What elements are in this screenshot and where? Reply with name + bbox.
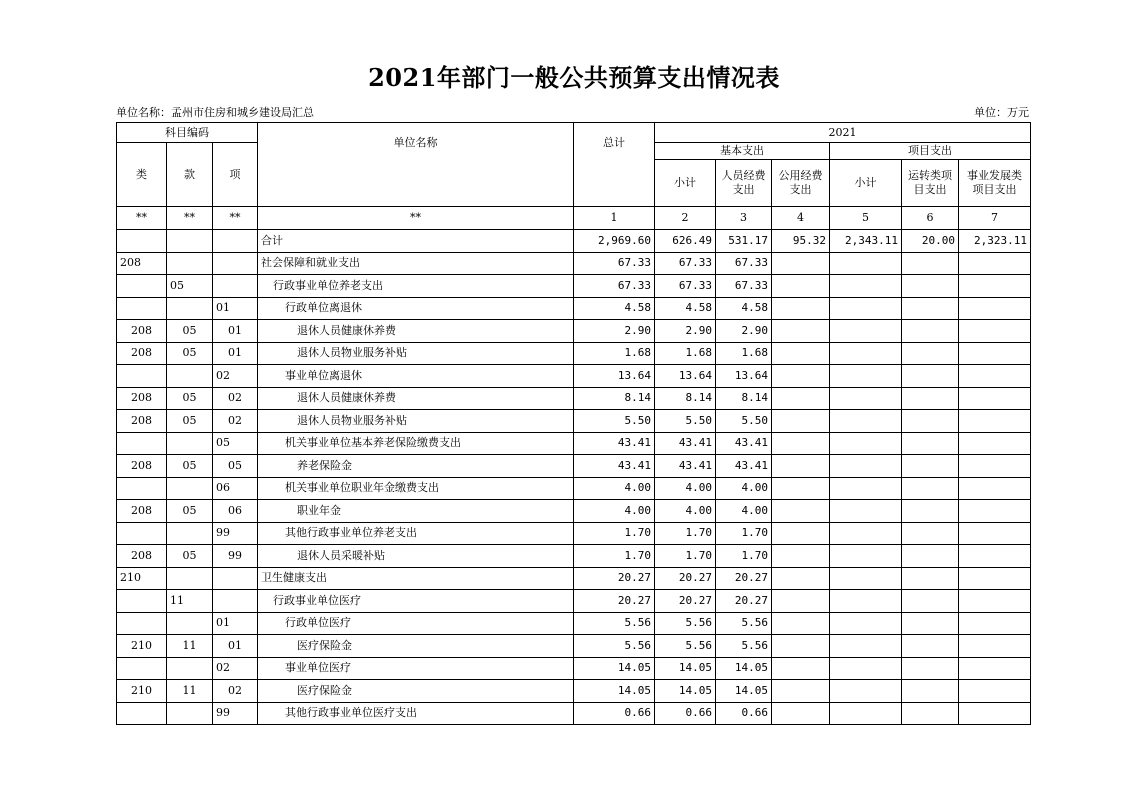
kuan-cell (167, 297, 213, 320)
kuan-cell: 05 (167, 455, 213, 478)
kuan-cell (167, 230, 213, 253)
project-subtotal-cell (830, 365, 902, 388)
operating-cell (902, 567, 959, 590)
personnel-cell: 4.00 (716, 500, 772, 523)
project-subtotal-cell (830, 342, 902, 365)
xiang-cell: 99 (213, 545, 258, 568)
public-header: 公用经费支出 (772, 160, 830, 207)
project-subtotal-cell (830, 545, 902, 568)
lei-cell: 208 (117, 500, 167, 523)
col-number: 4 (772, 207, 830, 230)
operating-cell (902, 342, 959, 365)
operating-cell (902, 657, 959, 680)
operating-cell (902, 477, 959, 500)
total-cell: 67.33 (574, 275, 655, 298)
basic-subtotal-cell: 1.68 (655, 342, 716, 365)
development-cell (959, 567, 1031, 590)
basic-subtotal-cell: 43.41 (655, 432, 716, 455)
xiang-cell: 01 (213, 297, 258, 320)
kuan-cell: 05 (167, 410, 213, 433)
development-cell (959, 590, 1031, 613)
project-subtotal-cell (830, 635, 902, 658)
public-cell (772, 680, 830, 703)
basic-subtotal-cell: 13.64 (655, 365, 716, 388)
xiang-cell (213, 275, 258, 298)
basic-subtotal-header: 小计 (655, 160, 716, 207)
xiang-cell: 01 (213, 342, 258, 365)
public-cell: 95.32 (772, 230, 830, 253)
total-cell: 2.90 (574, 320, 655, 343)
lei-cell (117, 522, 167, 545)
project-expense-header: 项目支出 (830, 143, 1031, 160)
mark-cell: ** (213, 207, 258, 230)
col-number: 7 (959, 207, 1031, 230)
total-cell: 14.05 (574, 680, 655, 703)
item-name-cell: 职业年金 (258, 500, 574, 523)
basic-subtotal-cell: 1.70 (655, 522, 716, 545)
kuan-cell (167, 702, 213, 725)
item-name-cell: 养老保险金 (258, 455, 574, 478)
lei-cell: 208 (117, 455, 167, 478)
personnel-cell: 5.50 (716, 410, 772, 433)
operating-cell (902, 500, 959, 523)
public-cell (772, 297, 830, 320)
operating-cell (902, 522, 959, 545)
project-subtotal-cell (830, 410, 902, 433)
public-cell (772, 432, 830, 455)
project-subtotal-header: 小计 (830, 160, 902, 207)
basic-subtotal-cell: 5.50 (655, 410, 716, 433)
total-cell: 43.41 (574, 455, 655, 478)
total-cell: 5.50 (574, 410, 655, 433)
development-cell (959, 680, 1031, 703)
basic-subtotal-cell: 8.14 (655, 387, 716, 410)
item-name-cell: 合计 (258, 230, 574, 253)
project-subtotal-cell (830, 275, 902, 298)
budget-table (116, 122, 1031, 725)
lei-header: 类 (117, 143, 167, 207)
personnel-cell: 67.33 (716, 275, 772, 298)
operating-cell (902, 680, 959, 703)
basic-subtotal-cell: 20.27 (655, 567, 716, 590)
development-cell (959, 545, 1031, 568)
lei-cell (117, 297, 167, 320)
project-subtotal-cell (830, 297, 902, 320)
xiang-cell: 02 (213, 680, 258, 703)
kuan-cell (167, 567, 213, 590)
lei-cell (117, 477, 167, 500)
total-cell: 1.70 (574, 522, 655, 545)
xiang-header: 项 (213, 143, 258, 207)
public-cell (772, 387, 830, 410)
basic-subtotal-cell: 14.05 (655, 680, 716, 703)
lei-cell: 208 (117, 342, 167, 365)
kuan-header: 款 (167, 143, 213, 207)
personnel-cell: 43.41 (716, 455, 772, 478)
item-name-cell: 医疗保险金 (258, 635, 574, 658)
personnel-cell: 8.14 (716, 387, 772, 410)
xiang-cell: 02 (213, 387, 258, 410)
personnel-cell: 43.41 (716, 432, 772, 455)
xiang-cell: 99 (213, 522, 258, 545)
public-cell (772, 252, 830, 275)
public-cell (772, 612, 830, 635)
public-cell (772, 455, 830, 478)
basic-subtotal-cell: 626.49 (655, 230, 716, 253)
total-cell: 5.56 (574, 635, 655, 658)
table-row (117, 590, 1031, 613)
personnel-cell: 0.66 (716, 702, 772, 725)
kuan-cell (167, 365, 213, 388)
table-row (117, 657, 1031, 680)
operating-cell (902, 702, 959, 725)
kuan-cell: 05 (167, 342, 213, 365)
personnel-cell: 14.05 (716, 657, 772, 680)
development-cell (959, 275, 1031, 298)
table-row (117, 365, 1031, 388)
kuan-cell: 05 (167, 545, 213, 568)
project-subtotal-cell (830, 612, 902, 635)
table-row (117, 252, 1031, 275)
personnel-cell: 1.70 (716, 545, 772, 568)
lei-cell: 210 (117, 635, 167, 658)
development-cell (959, 365, 1031, 388)
table-row (117, 522, 1031, 545)
total-cell: 43.41 (574, 432, 655, 455)
xiang-cell (213, 567, 258, 590)
page-title: 2021年部门一般公共预算支出情况表 (368, 63, 780, 92)
xiang-cell: 06 (213, 477, 258, 500)
operating-cell (902, 252, 959, 275)
mark-cell: ** (258, 207, 574, 230)
development-cell: 2,323.11 (959, 230, 1031, 253)
operating-cell (902, 590, 959, 613)
project-subtotal-cell: 2,343.11 (830, 230, 902, 253)
project-subtotal-cell (830, 590, 902, 613)
basic-subtotal-cell: 0.66 (655, 702, 716, 725)
public-cell (772, 567, 830, 590)
total-cell: 4.58 (574, 297, 655, 320)
table-row (117, 410, 1031, 433)
personnel-cell: 4.00 (716, 477, 772, 500)
kuan-cell: 05 (167, 500, 213, 523)
item-name-cell: 行政事业单位医疗 (258, 590, 574, 613)
kuan-cell: 11 (167, 590, 213, 613)
personnel-cell: 531.17 (716, 230, 772, 253)
item-name-cell: 行政单位离退休 (258, 297, 574, 320)
project-subtotal-cell (830, 387, 902, 410)
table-row (117, 635, 1031, 658)
development-cell (959, 297, 1031, 320)
table-row (117, 230, 1031, 253)
col-number: 5 (830, 207, 902, 230)
total-cell: 13.64 (574, 365, 655, 388)
project-subtotal-cell (830, 320, 902, 343)
lei-cell: 208 (117, 545, 167, 568)
col-number: 1 (574, 207, 655, 230)
operating-cell (902, 612, 959, 635)
mark-cell: ** (117, 207, 167, 230)
item-name-cell: 医疗保险金 (258, 680, 574, 703)
item-name-cell: 退休人员健康休养费 (258, 320, 574, 343)
development-cell (959, 702, 1031, 725)
project-subtotal-cell (830, 252, 902, 275)
total-cell: 5.56 (574, 612, 655, 635)
item-name-cell: 退休人员物业服务补贴 (258, 410, 574, 433)
development-cell (959, 432, 1031, 455)
development-cell (959, 320, 1031, 343)
header-row-1 (117, 123, 1031, 143)
table-row (117, 275, 1031, 298)
operating-cell (902, 387, 959, 410)
basic-subtotal-cell: 67.33 (655, 252, 716, 275)
item-name-cell: 退休人员健康休养费 (258, 387, 574, 410)
project-subtotal-cell (830, 522, 902, 545)
personnel-cell: 5.56 (716, 635, 772, 658)
unit-name-label: 单位名称：孟州市住房和城乡建设局汇总 (116, 106, 314, 119)
development-cell (959, 455, 1031, 478)
operating-cell: 20.00 (902, 230, 959, 253)
total-cell: 14.05 (574, 657, 655, 680)
item-name-cell: 其他行政事业单位医疗支出 (258, 702, 574, 725)
operating-header: 运转类项目支出 (902, 160, 959, 207)
personnel-cell: 5.56 (716, 612, 772, 635)
project-subtotal-cell (830, 702, 902, 725)
operating-cell (902, 635, 959, 658)
kuan-cell (167, 477, 213, 500)
table-row (117, 432, 1031, 455)
total-cell: 1.70 (574, 545, 655, 568)
lei-cell: 210 (117, 567, 167, 590)
public-cell (772, 320, 830, 343)
project-subtotal-cell (830, 500, 902, 523)
public-cell (772, 522, 830, 545)
header-row-4 (117, 207, 1031, 230)
personnel-header: 人员经费支出 (716, 160, 772, 207)
total-cell: 20.27 (574, 590, 655, 613)
total-cell: 2,969.60 (574, 230, 655, 253)
lei-cell (117, 702, 167, 725)
kuan-cell (167, 432, 213, 455)
xiang-cell: 06 (213, 500, 258, 523)
development-cell (959, 635, 1031, 658)
total-cell: 8.14 (574, 387, 655, 410)
col-number: 2 (655, 207, 716, 230)
operating-cell (902, 432, 959, 455)
col-number: 3 (716, 207, 772, 230)
table-row (117, 545, 1031, 568)
kuan-cell (167, 612, 213, 635)
personnel-cell: 13.64 (716, 365, 772, 388)
operating-cell (902, 297, 959, 320)
item-name-cell: 退休人员采暖补贴 (258, 545, 574, 568)
lei-cell (117, 590, 167, 613)
development-cell (959, 477, 1031, 500)
total-cell: 1.68 (574, 342, 655, 365)
public-cell (772, 410, 830, 433)
personnel-cell: 1.70 (716, 522, 772, 545)
item-name-cell: 卫生健康支出 (258, 567, 574, 590)
lei-cell (117, 230, 167, 253)
operating-cell (902, 320, 959, 343)
public-cell (772, 702, 830, 725)
kuan-cell: 05 (167, 275, 213, 298)
personnel-cell: 14.05 (716, 680, 772, 703)
item-name-cell: 事业单位离退休 (258, 365, 574, 388)
basic-subtotal-cell: 4.58 (655, 297, 716, 320)
item-name-cell: 退休人员物业服务补贴 (258, 342, 574, 365)
xiang-cell: 01 (213, 320, 258, 343)
operating-cell (902, 545, 959, 568)
basic-subtotal-cell: 1.70 (655, 545, 716, 568)
table-row (117, 477, 1031, 500)
project-subtotal-cell (830, 657, 902, 680)
table-row (117, 680, 1031, 703)
item-name-cell: 机关事业单位职业年金缴费支出 (258, 477, 574, 500)
item-name-cell: 机关事业单位基本养老保险缴费支出 (258, 432, 574, 455)
lei-cell: 208 (117, 320, 167, 343)
development-header: 事业发展类项目支出 (959, 160, 1031, 207)
unit-name-header: 单位名称 (258, 123, 574, 207)
xiang-cell: 02 (213, 410, 258, 433)
public-cell (772, 500, 830, 523)
development-cell (959, 342, 1031, 365)
development-cell (959, 657, 1031, 680)
total-cell: 0.66 (574, 702, 655, 725)
lei-cell: 208 (117, 252, 167, 275)
mark-cell: ** (167, 207, 213, 230)
table-row (117, 320, 1031, 343)
public-cell (772, 477, 830, 500)
kuan-cell: 05 (167, 387, 213, 410)
lei-cell (117, 432, 167, 455)
table-row (117, 612, 1031, 635)
xiang-cell (213, 230, 258, 253)
basic-subtotal-cell: 5.56 (655, 635, 716, 658)
public-cell (772, 275, 830, 298)
operating-cell (902, 365, 959, 388)
total-cell: 4.00 (574, 500, 655, 523)
subject-code-header: 科目编码 (117, 123, 258, 143)
table-row (117, 702, 1031, 725)
development-cell (959, 522, 1031, 545)
year-header: 2021 (655, 123, 1031, 143)
personnel-cell: 20.27 (716, 590, 772, 613)
personnel-cell: 2.90 (716, 320, 772, 343)
basic-subtotal-cell: 2.90 (655, 320, 716, 343)
basic-subtotal-cell: 4.00 (655, 477, 716, 500)
project-subtotal-cell (830, 455, 902, 478)
xiang-cell: 05 (213, 455, 258, 478)
lei-cell (117, 657, 167, 680)
public-cell (772, 365, 830, 388)
basic-expense-header: 基本支出 (655, 143, 830, 160)
basic-subtotal-cell: 20.27 (655, 590, 716, 613)
project-subtotal-cell (830, 680, 902, 703)
total-cell: 67.33 (574, 252, 655, 275)
operating-cell (902, 410, 959, 433)
table-row (117, 387, 1031, 410)
project-subtotal-cell (830, 432, 902, 455)
lei-cell: 208 (117, 387, 167, 410)
development-cell (959, 410, 1031, 433)
kuan-cell (167, 522, 213, 545)
personnel-cell: 20.27 (716, 567, 772, 590)
item-name-cell: 其他行政事业单位养老支出 (258, 522, 574, 545)
lei-cell (117, 612, 167, 635)
lei-cell (117, 275, 167, 298)
project-subtotal-cell (830, 567, 902, 590)
table-row (117, 455, 1031, 478)
currency-unit-label: 单位：万元 (974, 106, 1029, 119)
lei-cell (117, 365, 167, 388)
table-row (117, 297, 1031, 320)
table-row (117, 500, 1031, 523)
xiang-cell: 02 (213, 657, 258, 680)
xiang-cell: 02 (213, 365, 258, 388)
xiang-cell (213, 590, 258, 613)
public-cell (772, 635, 830, 658)
item-name-cell: 社会保障和就业支出 (258, 252, 574, 275)
table-row (117, 567, 1031, 590)
kuan-cell: 11 (167, 635, 213, 658)
basic-subtotal-cell: 67.33 (655, 275, 716, 298)
lei-cell: 210 (117, 680, 167, 703)
public-cell (772, 590, 830, 613)
xiang-cell (213, 252, 258, 275)
personnel-cell: 4.58 (716, 297, 772, 320)
item-name-cell: 行政事业单位养老支出 (258, 275, 574, 298)
personnel-cell: 67.33 (716, 252, 772, 275)
development-cell (959, 500, 1031, 523)
xiang-cell: 05 (213, 432, 258, 455)
basic-subtotal-cell: 43.41 (655, 455, 716, 478)
xiang-cell: 99 (213, 702, 258, 725)
kuan-cell (167, 657, 213, 680)
public-cell (772, 342, 830, 365)
xiang-cell: 01 (213, 635, 258, 658)
table-row (117, 342, 1031, 365)
project-subtotal-cell (830, 477, 902, 500)
operating-cell (902, 455, 959, 478)
kuan-cell: 05 (167, 320, 213, 343)
public-cell (772, 657, 830, 680)
item-name-cell: 事业单位医疗 (258, 657, 574, 680)
total-cell: 20.27 (574, 567, 655, 590)
basic-subtotal-cell: 14.05 (655, 657, 716, 680)
development-cell (959, 252, 1031, 275)
development-cell (959, 612, 1031, 635)
public-cell (772, 545, 830, 568)
basic-subtotal-cell: 5.56 (655, 612, 716, 635)
item-name-cell: 行政单位医疗 (258, 612, 574, 635)
kuan-cell: 11 (167, 680, 213, 703)
basic-subtotal-cell: 4.00 (655, 500, 716, 523)
personnel-cell: 1.68 (716, 342, 772, 365)
lei-cell: 208 (117, 410, 167, 433)
development-cell (959, 387, 1031, 410)
total-header: 总计 (574, 123, 655, 207)
xiang-cell: 01 (213, 612, 258, 635)
kuan-cell (167, 252, 213, 275)
operating-cell (902, 275, 959, 298)
col-number: 6 (902, 207, 959, 230)
total-cell: 4.00 (574, 477, 655, 500)
